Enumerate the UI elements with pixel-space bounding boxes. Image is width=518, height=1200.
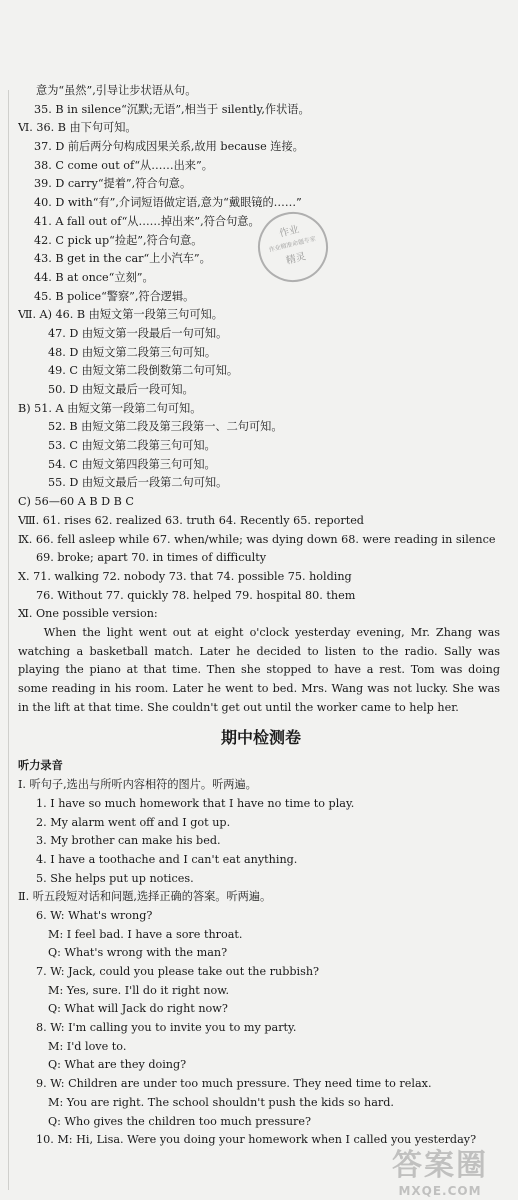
text-line: 53. C 由短文第二段第三句可知。 xyxy=(48,439,216,453)
text-line: 50. D 由短文最后一段可知。 xyxy=(48,383,194,396)
text-line: 42. C pick up“捡起”,符合句意。 xyxy=(34,233,203,247)
text-line: 48. D 由短文第二段第三句可知。 xyxy=(48,345,217,359)
text-line: Ⅶ. A) 46. B 由短文第一段第三句可知。 xyxy=(18,308,223,322)
text-line: 38. C come out of“从……出来”。 xyxy=(34,158,213,172)
text-line: 6. W: What's wrong? xyxy=(36,908,153,922)
page-margin-line xyxy=(8,90,9,1190)
text-line: 4. I have a toothache and I can't eat anything. xyxy=(36,852,298,866)
text-line: M: I feel bad. I have a sore throat. xyxy=(48,927,243,941)
text-line: M: You are right. The school shouldn't push the kids so hard. xyxy=(48,1095,394,1109)
watermark-text: 答案圈 xyxy=(392,1148,488,1183)
section-title: 期中检测卷 xyxy=(220,728,301,748)
text-line: C) 56—60 A B D B C xyxy=(18,495,134,509)
answer-key-lines xyxy=(18,82,504,624)
text-line: Q: What's wrong with the man? xyxy=(48,946,228,960)
text-line: B) 51. A 由短文第一段第二句可知。 xyxy=(18,401,202,415)
text-line: Q: Who gives the children too much pressure? xyxy=(48,1114,312,1128)
text-line: 5. She helps put up notices. xyxy=(36,871,194,885)
text-line: 69. broke; apart 70. in times of difficulty xyxy=(36,551,267,565)
text-line: Ⅹ. 71. walking 72. nobody 73. that 74. possible 75. holding xyxy=(18,569,352,583)
text-line: Ⅵ. 36. B 由下句可知。 xyxy=(18,121,137,135)
text-line: 9. W: Children are under too much pressure. They need time to relax. xyxy=(36,1077,432,1091)
stamp-line-2: 作业精准命题专家 xyxy=(268,235,317,254)
text-line: Ⅷ. 61. rises 62. realized 63. truth 64. Recently 65. reported xyxy=(18,513,364,527)
text-line: Ⅰ. 听句子,选出与所听内容相符的图片。听两遍。 xyxy=(18,778,257,792)
text-line: 49. C 由短文第二段倒数第二句可知。 xyxy=(48,364,239,378)
text-line: 52. B 由短文第二段及第三段第一、二句可知。 xyxy=(48,420,283,434)
text-line: 39. D carry“提着”,符合句意。 xyxy=(34,177,192,191)
text-line: 7. W: Jack, could you please take out the rubbish? xyxy=(36,965,320,979)
text-line: 37. D 前后两分句构成因果关系,故用 because 连接。 xyxy=(34,140,304,154)
text-line: M: Yes, sure. I'll do it right now. xyxy=(48,983,230,997)
text-line: 41. A fall out of“从……掉出来”,符合句意。 xyxy=(34,214,260,228)
text-line: 1. I have so much homework that I have no time to play. xyxy=(36,796,355,810)
text-line: 76. Without 77. quickly 78. helped 79. hospital 80. them xyxy=(36,588,356,602)
listening-heading: 听力录音 xyxy=(18,759,63,773)
text-line: 44. B at once“立刻”。 xyxy=(34,270,154,284)
text-line: M: I'd love to. xyxy=(48,1039,127,1053)
text-line: 3. My brother can make his bed. xyxy=(36,834,221,848)
text-line: Q: What are they doing? xyxy=(48,1058,187,1072)
text-line: 2. My alarm went off and I got up. xyxy=(36,815,231,829)
stamp-line-1: 作业 xyxy=(278,224,301,240)
essay-paragraph: When the light went out at eight o'clock yesterday evening, Mr. Zhang was watching a basketball match. Later he decided to listen to the radio. Sally was playing the piano at that time. Then she stopped to have a rest. Tom was doing some reading in his room. Later he went to bed. Mrs. Wang was not lucky. She was in the lift at that time. She couldn't get out until the worker came to help her. xyxy=(18,625,500,714)
text-line: 40. D with“有”,介词短语做定语,意为“戴眼镜的……” xyxy=(34,196,302,210)
text-line: 10. M: Hi, Lisa. Were you doing your homework when I called you yesterday? xyxy=(36,1133,477,1147)
text-line: Ⅸ. 66. fell asleep while 67. when/while; was dying down 68. were reading in silence xyxy=(18,532,496,546)
text-line: Ⅱ. 听五段短对话和问题,选择正确的答案。听两遍。 xyxy=(18,890,272,904)
text-line: 8. W: I'm calling you to invite you to my party. xyxy=(36,1021,297,1035)
text-line: 47. D 由短文第一段最后一句可知。 xyxy=(48,326,228,340)
watermark-url: MXQE.COM xyxy=(398,1184,482,1198)
text-line: 35. B in silence“沉默;无语”,相当于 silently,作状语。 xyxy=(34,102,310,116)
watermark-logo xyxy=(370,1140,510,1198)
text-line: Q: What will Jack do right now? xyxy=(48,1002,228,1016)
text-line: 43. B get in the car“上小汽车”。 xyxy=(34,252,211,266)
text-line: 意为“虽然”,引导让步状语从句。 xyxy=(36,84,197,97)
stamp-line-3: 精灵 xyxy=(284,251,308,267)
listening-transcript-lines xyxy=(18,776,504,1150)
text-line: 45. B police“警察”,符合逻辑。 xyxy=(34,289,195,303)
text-line: 55. D 由短文最后一段第二句可知。 xyxy=(48,476,228,490)
text-line: Ⅺ. One possible version: xyxy=(18,607,158,621)
text-line: 54. C 由短文第四段第三句可知。 xyxy=(48,457,216,471)
